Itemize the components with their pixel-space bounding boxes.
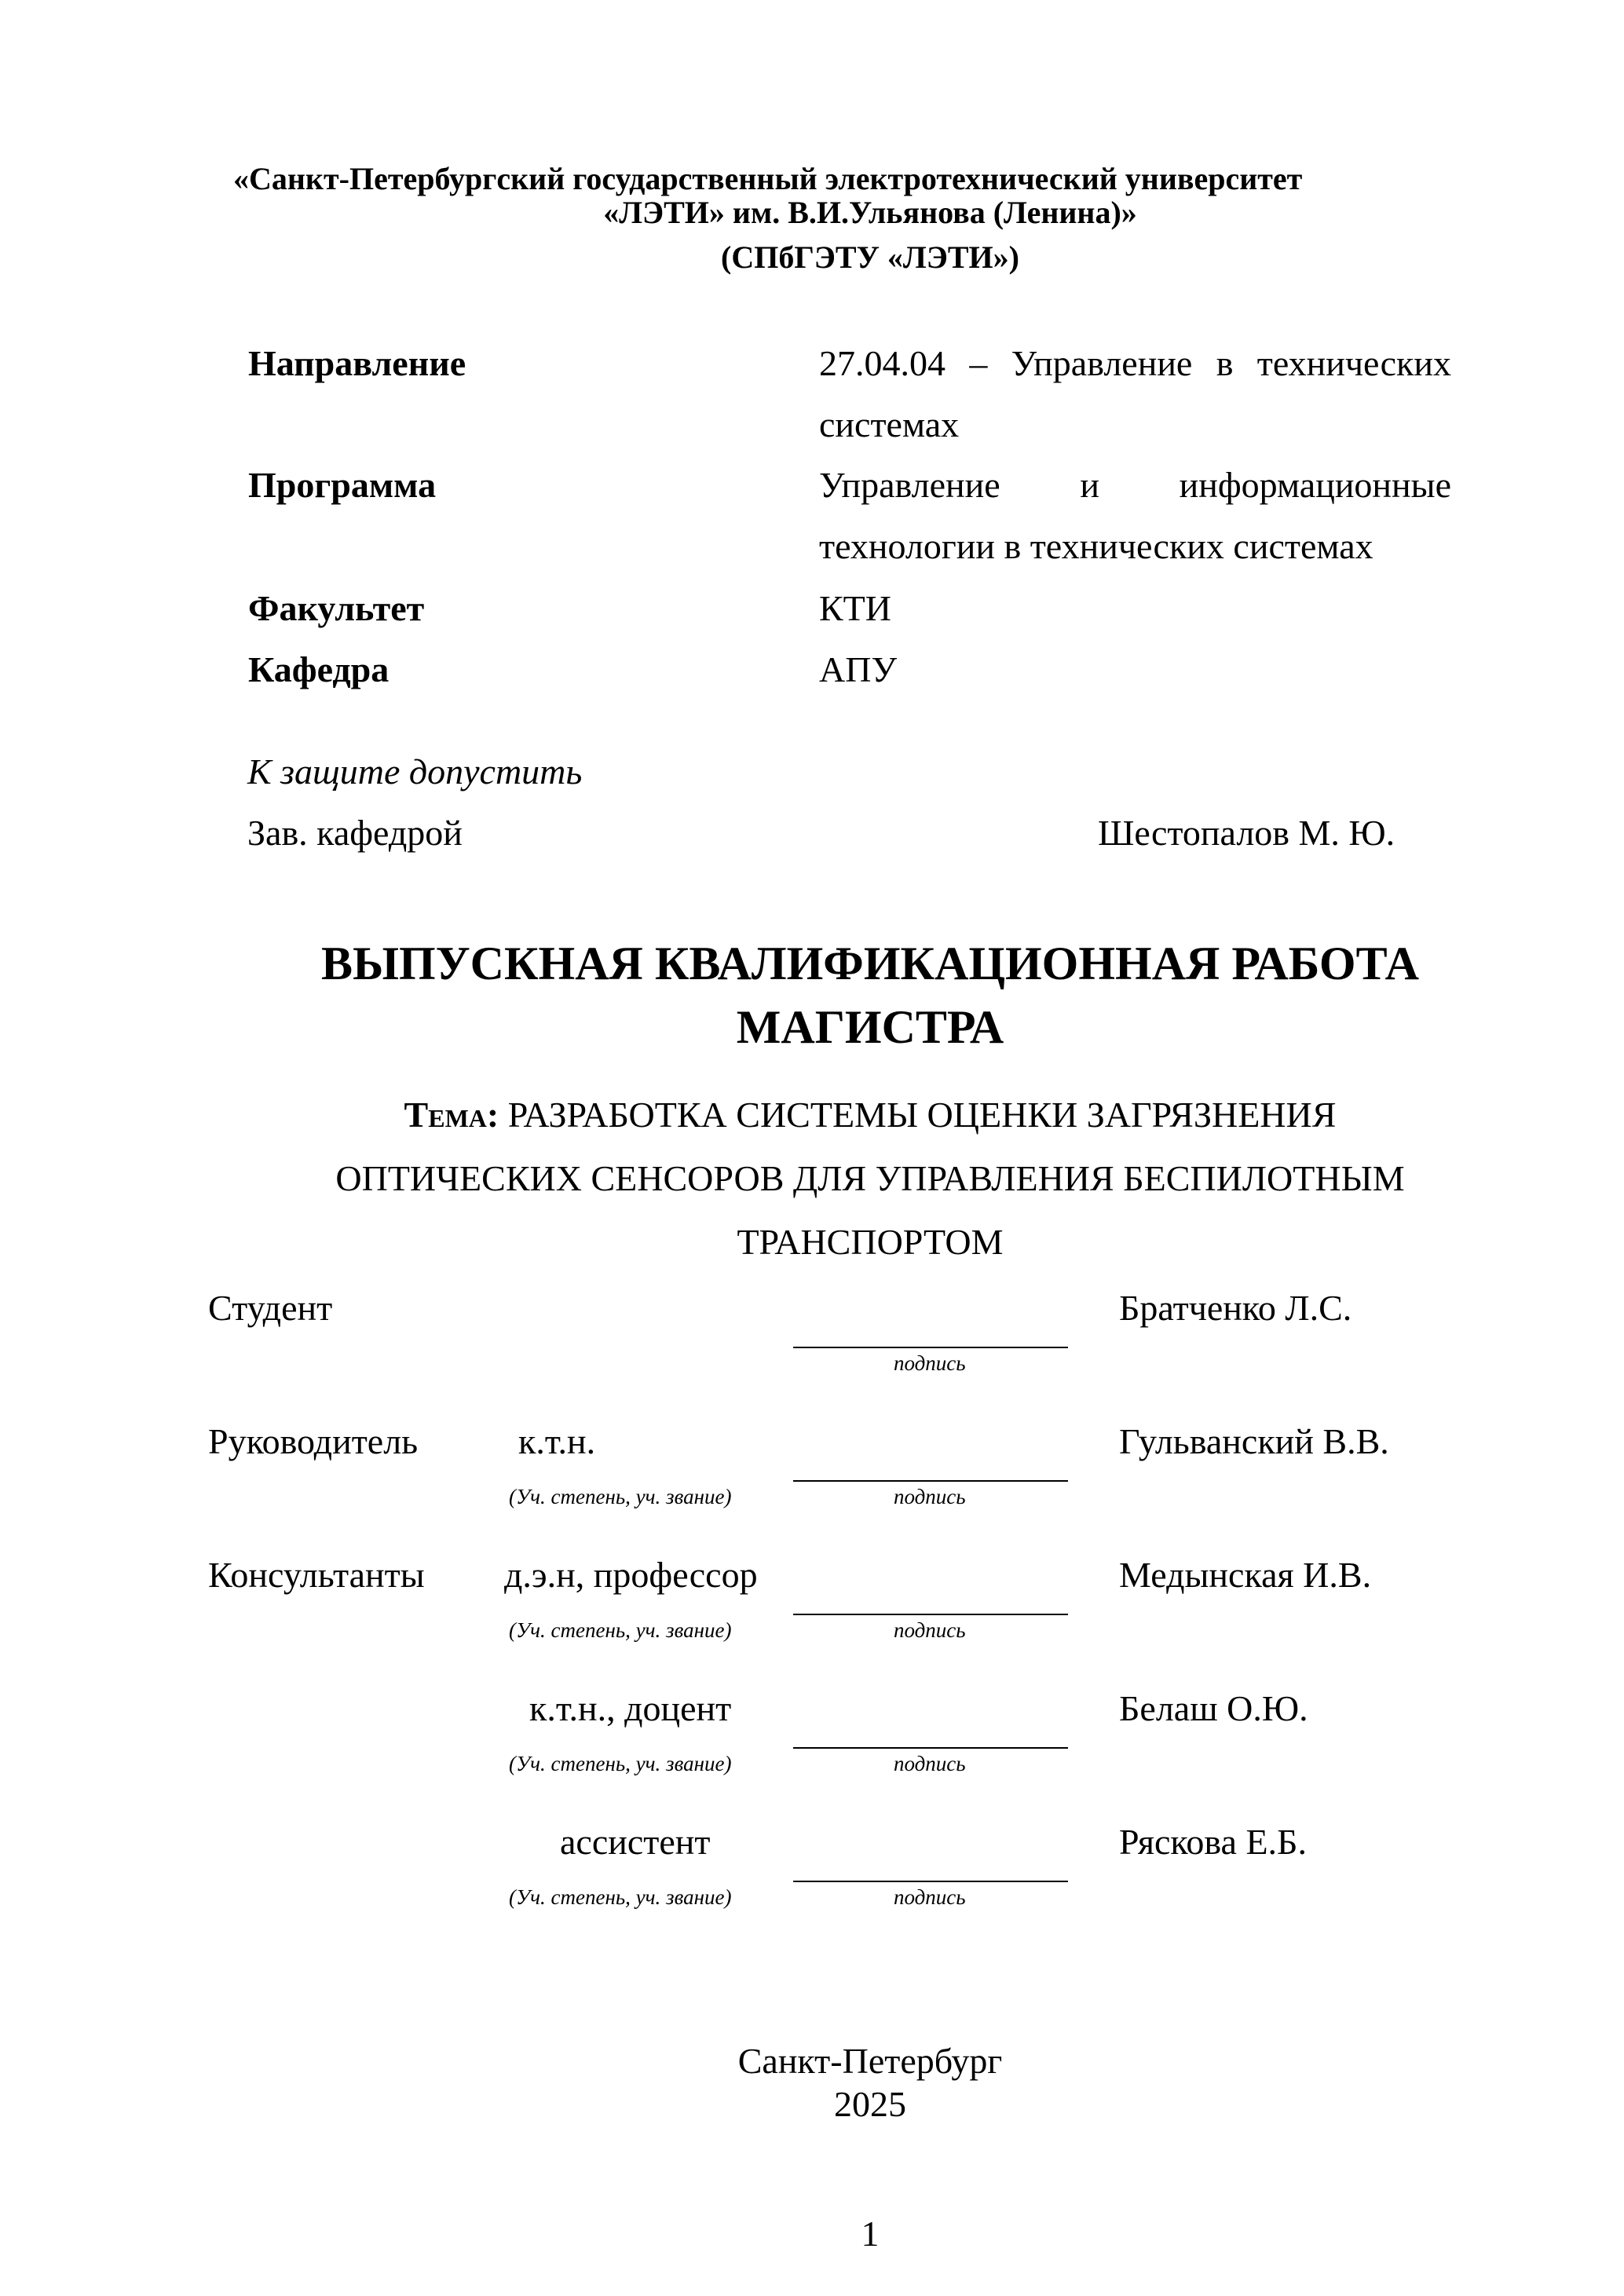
consultant3-name: Ряскова Е.Б. — [1119, 1822, 1307, 1862]
consultant2-name: Белаш О.Ю. — [1119, 1688, 1308, 1728]
direction-code: 27.04.04 — [819, 343, 946, 383]
admit-to-defense: К защите допустить — [247, 751, 583, 792]
university-abbreviation: (СПбГЭТУ «ЛЭТИ») — [721, 239, 1019, 275]
signature-line-supervisor — [793, 1480, 1068, 1482]
degree-caption: (Уч. степень, уч. звание) — [509, 1485, 732, 1508]
program-value-line1 — [819, 467, 1451, 503]
program-word: Управление — [819, 465, 1000, 505]
university-name-line1: «Санкт-Петербургский государственный электротехнический университет — [233, 161, 1303, 196]
work-title-line1: ВЫПУСКНАЯ КВАЛИФИКАЦИОННАЯ РАБОТА — [321, 938, 1419, 989]
signature-line-consultant2 — [793, 1747, 1068, 1749]
direction-dash: – — [969, 343, 988, 383]
head-of-department-name: Шестопалов М. Ю. — [1098, 813, 1395, 853]
supervisor-degree: к.т.н. — [518, 1421, 596, 1461]
direction-value-line2: системах — [819, 404, 960, 444]
topic-line3: ТРАНСПОРТОМ — [737, 1222, 1004, 1262]
department-value: АПУ — [819, 649, 898, 689]
signature-caption: подпись — [894, 1752, 966, 1775]
consultant1-degree: д.э.н, профессор — [504, 1555, 758, 1595]
head-of-department-label: Зав. кафедрой — [247, 813, 463, 853]
degree-caption: (Уч. степень, уч. звание) — [509, 1885, 732, 1909]
topic-label: Тема: — [404, 1095, 499, 1135]
faculty-label: Факультет — [248, 588, 425, 628]
supervisor-name: Гульванский В.В. — [1119, 1421, 1389, 1461]
degree-caption: (Уч. степень, уч. звание) — [509, 1752, 732, 1775]
role-supervisor: Руководитель — [208, 1421, 419, 1461]
signature-caption: подпись — [894, 1618, 966, 1642]
university-name-line2: «ЛЭТИ» им. В.И.Ульянова (Ленина)» — [603, 195, 1137, 230]
signature-caption: подпись — [894, 1885, 966, 1909]
work-title-line2: МАГИСТРА — [736, 1001, 1004, 1053]
consultant2-degree: к.т.н., доцент — [529, 1688, 732, 1728]
signature-caption: подпись — [894, 1485, 966, 1508]
program-word: информационные — [1179, 465, 1451, 505]
consultant3-degree: ассистент — [560, 1822, 711, 1862]
program-word: и — [1080, 465, 1099, 505]
direction-word: в — [1216, 343, 1234, 383]
direction-value-line1 — [819, 345, 1451, 382]
city: Санкт-Петербург — [737, 2041, 1003, 2081]
role-consultants: Консультанты — [208, 1555, 425, 1595]
signature-caption: подпись — [894, 1351, 966, 1375]
topic-line2: ОПТИЧЕСКИХ СЕНСОРОВ ДЛЯ УПРАВЛЕНИЯ БЕСПИЛОТНЫМ — [335, 1158, 1405, 1198]
degree-caption: (Уч. степень, уч. звание) — [509, 1618, 732, 1642]
year: 2025 — [834, 2084, 906, 2124]
faculty-value: КТИ — [819, 588, 891, 628]
direction-word: Управление — [1011, 343, 1193, 383]
direction-word: технических — [1256, 343, 1451, 383]
direction-label: Направление — [248, 343, 466, 383]
program-label: Программа — [248, 465, 437, 505]
topic-text-line1: РАЗРАБОТКА СИСТЕМЫ ОЦЕНКИ ЗАГРЯЗНЕНИЯ — [507, 1095, 1337, 1135]
topic-line1 — [0, 1097, 1624, 1133]
signature-line-student — [793, 1347, 1068, 1348]
program-value-line2: технологии в технических системах — [819, 526, 1373, 566]
signature-line-consultant3 — [793, 1881, 1068, 1882]
page-number: 1 — [861, 2214, 880, 2254]
student-name: Братченко Л.С. — [1119, 1288, 1352, 1328]
role-student: Студент — [208, 1288, 333, 1328]
signature-line-consultant1 — [793, 1614, 1068, 1615]
consultant1-name: Медынская И.В. — [1119, 1555, 1372, 1595]
department-label: Кафедра — [248, 649, 390, 689]
